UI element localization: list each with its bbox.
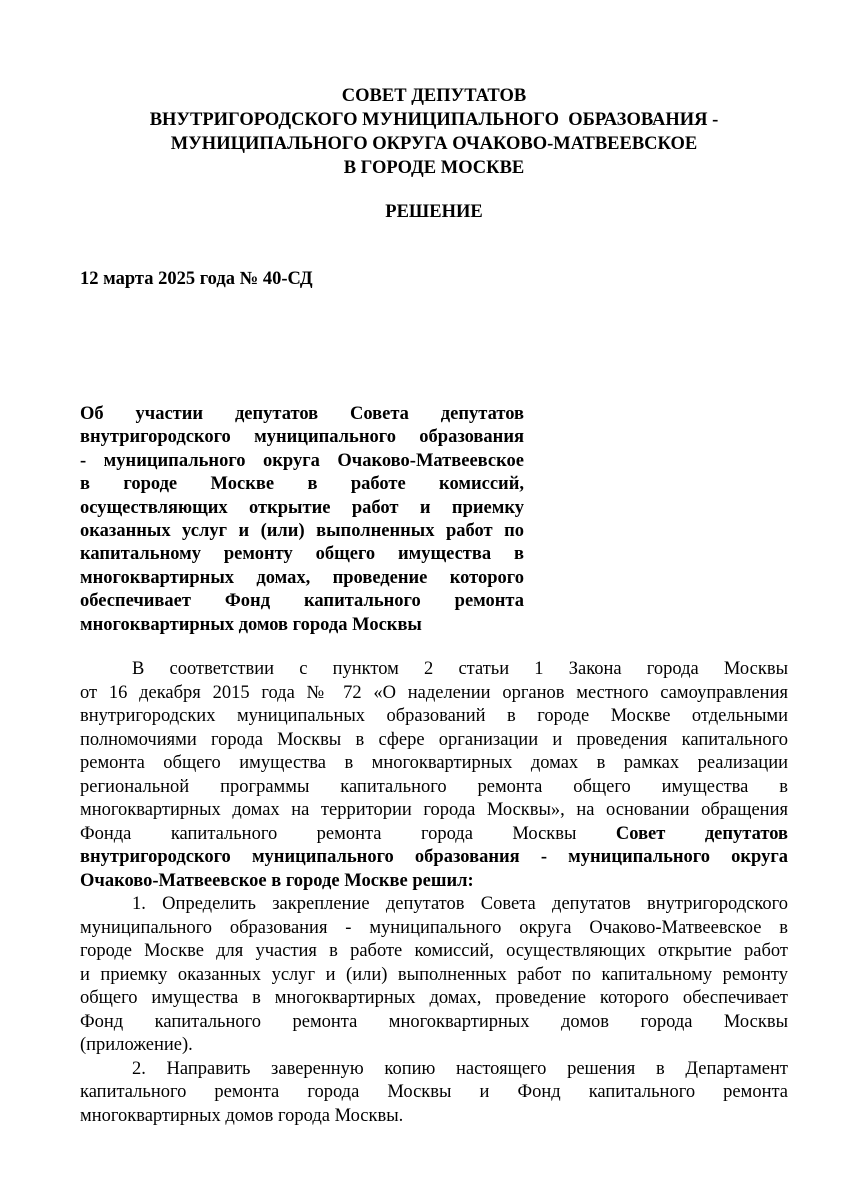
preamble-line: ремонта общего имущества в многоквартирных домах в рамках реализации <box>80 753 788 773</box>
preamble-line-mixed <box>80 823 788 847</box>
subject-line: многоквартирных домов города Москвы <box>80 614 422 635</box>
council-header <box>80 84 788 180</box>
item-1-line: 1. Определить закрепление депутатов Совета депутатов внутригородского <box>132 894 788 914</box>
preamble-line: полномочиями города Москвы в сфере организации и проведения капитального <box>80 729 788 750</box>
subject-line: внутригородского муниципального образования <box>80 427 524 448</box>
council-resolved-start: Совет депутатов <box>615 823 789 844</box>
header-line-1: СОВЕТ ДЕПУТАТОВ <box>341 86 527 106</box>
subject-line: оказанных услуг и (или) выполненных работ по <box>80 520 524 541</box>
council-resolved-line: Очаково-Матвеевское в городе Москве решил: <box>80 870 474 891</box>
item-1-line: общего имущества в многоквартирных домах, проведение которого обеспечивает <box>80 988 788 1008</box>
item-1-line: и приемку оказанных услуг и (или) выполненных работ по капитальному ремонту <box>80 964 788 985</box>
preamble-line: региональной программы капитального ремонта общего имущества в <box>80 776 788 797</box>
subject-line: осуществляющих открытие работ и приемку <box>80 497 524 518</box>
decision-subject <box>80 403 524 637</box>
header-line-3: МУНИЦИПАЛЬНОГО ОКРУГА ОЧАКОВО-МАТВЕЕВСКОЕ <box>170 134 698 154</box>
item-1-line: Фонд капитального ремонта многоквартирных домов города Москвы <box>80 1011 788 1032</box>
subject-line: многоквартирных домах, проведение которого <box>80 567 524 588</box>
preamble-line: от 16 декабря 2015 года № 72 «О наделении органов местного самоуправления <box>80 682 788 703</box>
header-line-2: ВНУТРИГОРОДСКОГО МУНИЦИПАЛЬНОГО ОБРАЗОВАНИЯ - <box>149 110 719 130</box>
item-1-line: (приложение). <box>80 1035 193 1055</box>
preamble-line: многоквартирных домах на территории города Москвы», на основании обращения <box>80 800 788 820</box>
item-2-line: многоквартирных домов города Москвы. <box>80 1105 404 1126</box>
item-2-line: 2. Направить заверенную копию настоящего решения в Департамент <box>132 1058 788 1079</box>
item-2-line: капитального ремонта города Москвы и Фонд капитального ремонта <box>80 1082 788 1102</box>
preamble-line: В соответствии с пунктом 2 статьи 1 Закона города Москвы <box>132 659 788 679</box>
subject-line: Об участии депутатов Совета депутатов <box>80 404 524 424</box>
item-1-line: городе Москве для участия в работе комиссий, осуществляющих открытие работ <box>80 941 788 961</box>
preamble-line: внутригородских муниципальных образований в городе Москве отдельными <box>80 706 788 726</box>
decision-date-number: 12 марта 2025 года № 40-СД <box>80 269 313 289</box>
subject-line: капитальному ремонту общего имущества в <box>80 544 524 565</box>
subject-line: обеспечивает Фонд капитального ремонта <box>80 591 524 612</box>
item-1-line: муниципального образования - муниципального округа Очаково-Матвеевское в <box>80 917 788 938</box>
council-resolved-line: внутригородского муниципального образования - муниципального округа <box>80 847 788 867</box>
header-line-4: В ГОРОДЕ МОСКВЕ <box>343 158 525 178</box>
decision-body <box>80 658 788 1128</box>
fund-reference: Фонда капитального ремонта города Москвы <box>80 823 577 844</box>
subject-line: - муниципального округа Очаково-Матвеевское <box>80 450 524 471</box>
document-type-title: РЕШЕНИЕ <box>385 202 483 222</box>
subject-line: в городе Москве в работе комиссий, <box>80 474 524 495</box>
